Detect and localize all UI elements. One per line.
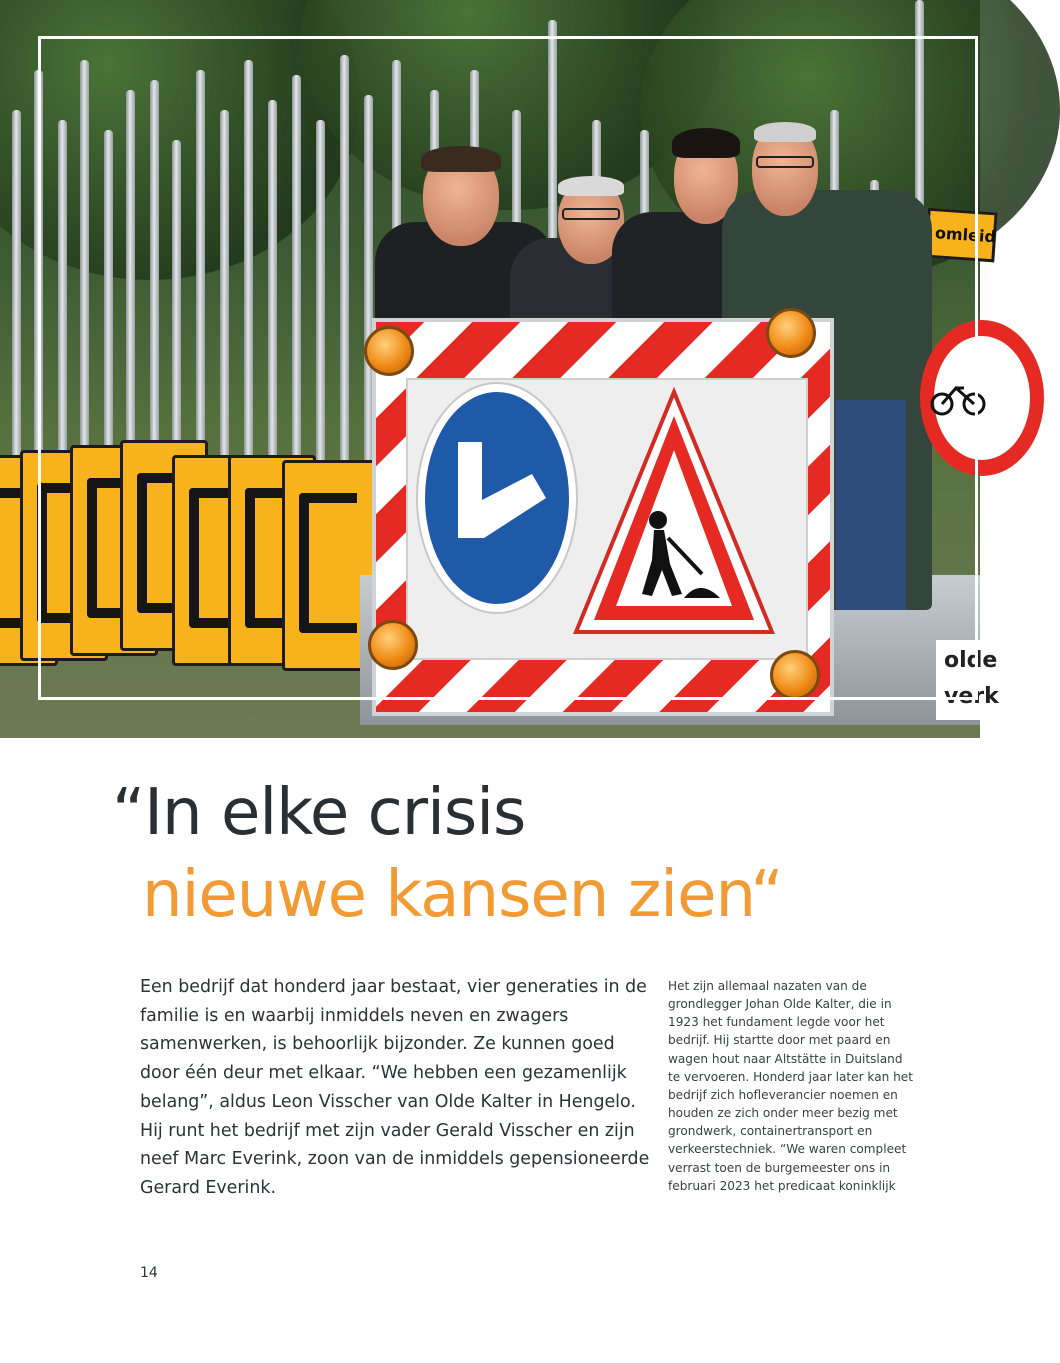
person-4-jeans <box>836 400 906 610</box>
amber-warning-lamp <box>368 620 418 670</box>
trailer-label-line-2: verk <box>944 684 999 709</box>
sidebar-paragraph: Het zijn allemaal nazaten van de grondlegger Johan Olde Kalter, die in 1923 het fundament legde voor het bedrijf. Hij startte door met paard en wagen hout naar Altstätte in Duitsland te vervoeren. Honderd jaar later kan het bedrijf zich hofleverancier noemen en houden ze zich onder meer bezig met grondwerk, containertransport en verkeerstechniek. “We waren compleet verrast toen de burgemeester ons in februari 2023 het predicaat koninklijk <box>668 979 913 1193</box>
no-cycling-sign <box>912 318 1002 478</box>
person-1-hair <box>421 146 501 172</box>
person-2-hair <box>558 176 624 196</box>
headline-line-1: “In elke crisis <box>112 776 526 850</box>
amber-warning-lamp <box>364 326 414 376</box>
trailer-label-line-1: olde <box>944 648 998 673</box>
headline <box>112 772 783 936</box>
keep-left-sign <box>414 380 580 616</box>
person-4-hair <box>754 122 816 142</box>
trailer-label <box>936 640 999 720</box>
omleiding-sign-text: omleid <box>934 223 997 247</box>
person-4-glasses <box>756 156 814 168</box>
roadworks-warning-sign <box>572 388 776 638</box>
person-2-glasses <box>562 208 620 220</box>
omleiding-sign <box>924 208 997 263</box>
person-3-hair <box>672 128 740 158</box>
lead-paragraph: Een bedrijf dat honderd jaar bestaat, vier generaties in de familie is en waarbij inmiddels neven en zwagers samenwerken, is behoorlijk bijzonder. Ze kunnen goed door één deur met elkaar. “We hebben een gezamenlijk belang”, aldus Leon Visscher van Olde Kalter in Hengelo. Hij runt het bedrijf met zijn vader Gerald Visscher en zijn neef Marc Everink, zoon van de inmiddels gepensioneerde Gerard Everink. <box>140 977 650 1198</box>
page-number: 14 <box>140 1265 158 1281</box>
amber-warning-lamp <box>770 650 820 700</box>
amber-warning-lamp <box>766 308 816 358</box>
headline-line-2: nieuwe kansen zien“ <box>142 858 783 932</box>
